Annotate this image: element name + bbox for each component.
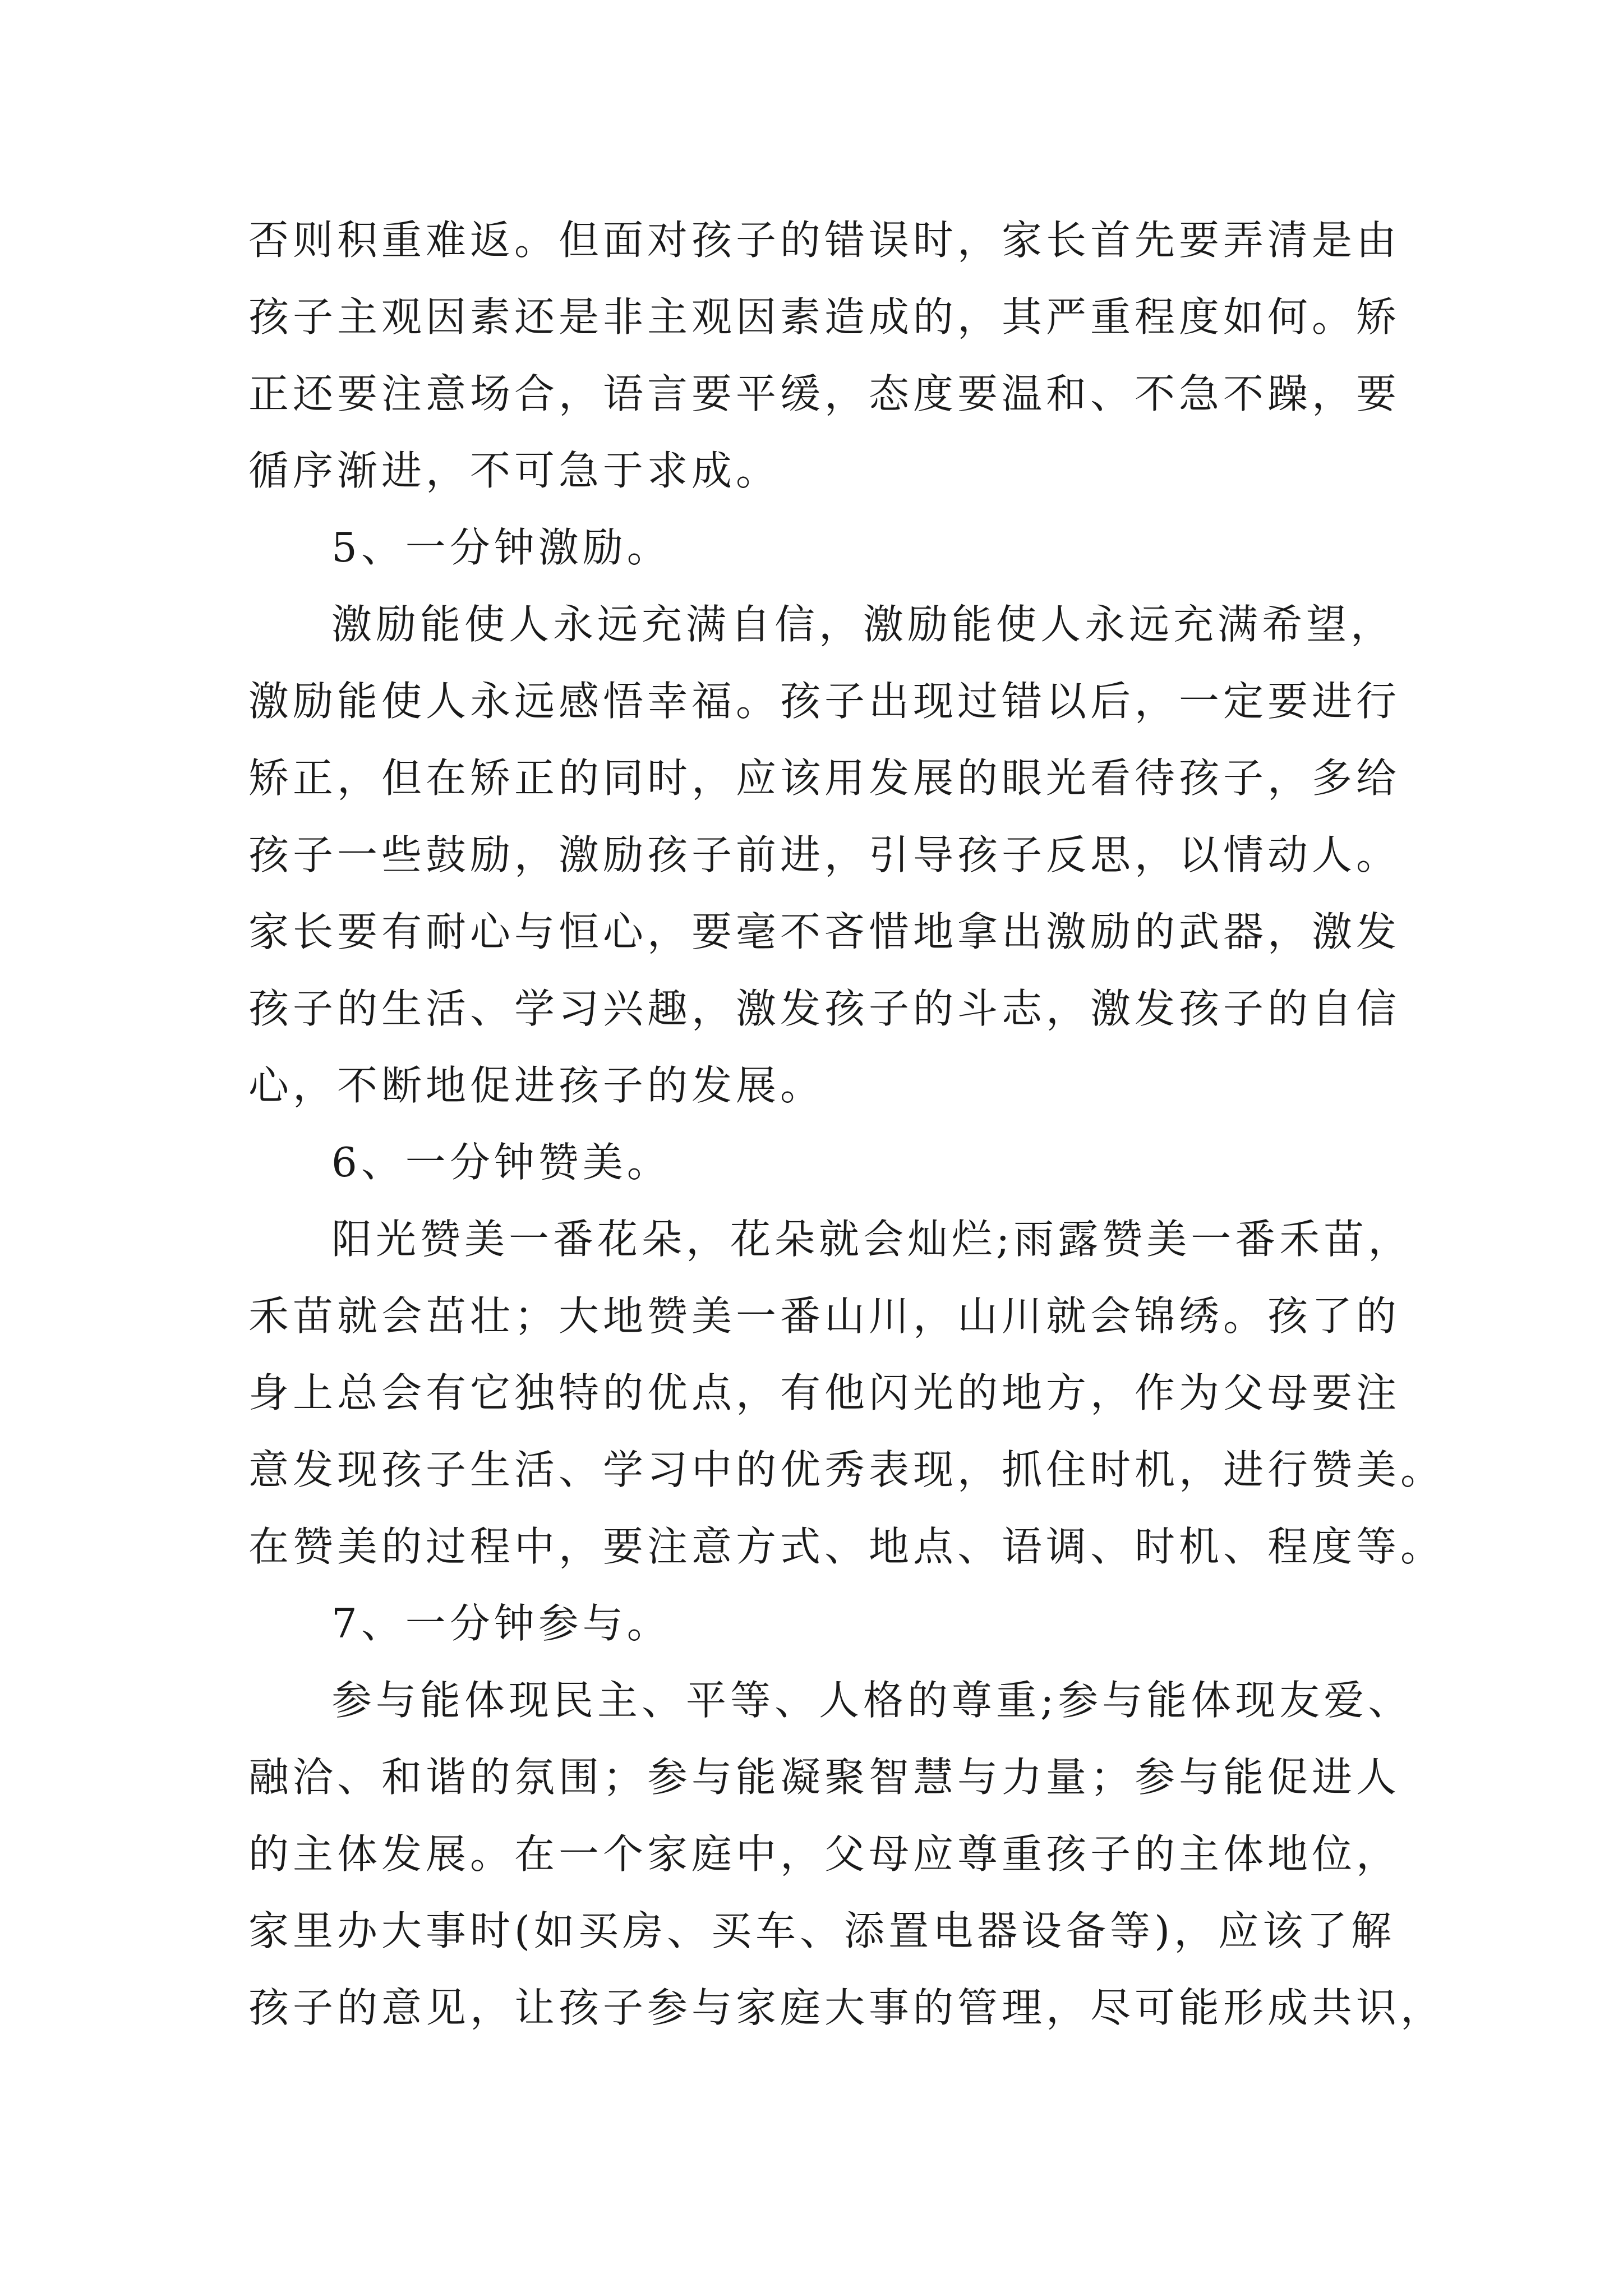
- text-line: 心，不断地促进孩子的发展。: [248, 1062, 825, 1109]
- text-line: 阳光赞美一番花朵，花朵就会灿烂;雨露赞美一番禾苗，: [331, 1216, 1413, 1263]
- text-line: 孩子一些鼓励，激励孩子前进，引导孩子反思，以情动人。: [248, 831, 1401, 878]
- document-body: [248, 202, 1445, 2046]
- text-line: 家里办大事时(如买房、买车、添置电器设备等)，应该了解: [248, 1907, 1396, 1954]
- text-line: 身上总会有它独特的优点，有他闪光的地方，作为父母要注: [248, 1369, 1401, 1416]
- text-line: 激励能使人永远充满自信，激励能使人永远充满希望，: [331, 601, 1395, 648]
- text-line: 家长要有耐心与恒心，要毫不吝惜地拿出激励的武器，激发: [248, 908, 1401, 955]
- text-line: 参与能体现民主、平等、人格的尊重;参与能体现友爱、: [331, 1677, 1413, 1724]
- text-line: 融洽、和谐的氛围；参与能凝聚智慧与力量；参与能促进人: [248, 1754, 1401, 1801]
- text-line: 孩子主观因素还是非主观因素造成的，其严重程度如何。矫: [248, 293, 1401, 341]
- text-line: 正还要注意场合，语言要平缓，态度要温和、不急不躁，要: [248, 370, 1401, 417]
- text-line: 7、一分钟参与。: [331, 1600, 671, 1647]
- text-line: 矫正，但在矫正的同时，应该用发展的眼光看待孩子，多给: [248, 754, 1401, 802]
- text-line: 否则积重难返。但面对孩子的错误时，家长首先要弄清是由: [248, 217, 1401, 264]
- text-line: 激励能使人永远感悟幸福。孩子出现过错以后，一定要进行: [248, 678, 1401, 725]
- text-line: 意发现孩子生活、学习中的优秀表现，抓住时机，进行赞美。: [248, 1446, 1445, 1493]
- text-line: 5、一分钟激励。: [331, 524, 671, 571]
- text-line: 的主体发展。在一个家庭中，父母应尊重孩子的主体地位，: [248, 1830, 1401, 1878]
- text-line: 孩子的意见，让孩子参与家庭大事的管理，尽可能形成共识，: [248, 1984, 1445, 2031]
- text-line: 在赞美的过程中，要注意方式、地点、语调、时机、程度等。: [248, 1523, 1445, 1570]
- text-line: 6、一分钟赞美。: [331, 1139, 671, 1186]
- text-line: 循序渐进，不可急于求成。: [248, 447, 781, 494]
- text-line: 禾苗就会茁壮；大地赞美一番山川，山川就会锦绣。孩了的: [248, 1292, 1401, 1340]
- text-line: 孩子的生活、学习兴趣，激发孩子的斗志，激发孩子的自信: [248, 985, 1401, 1032]
